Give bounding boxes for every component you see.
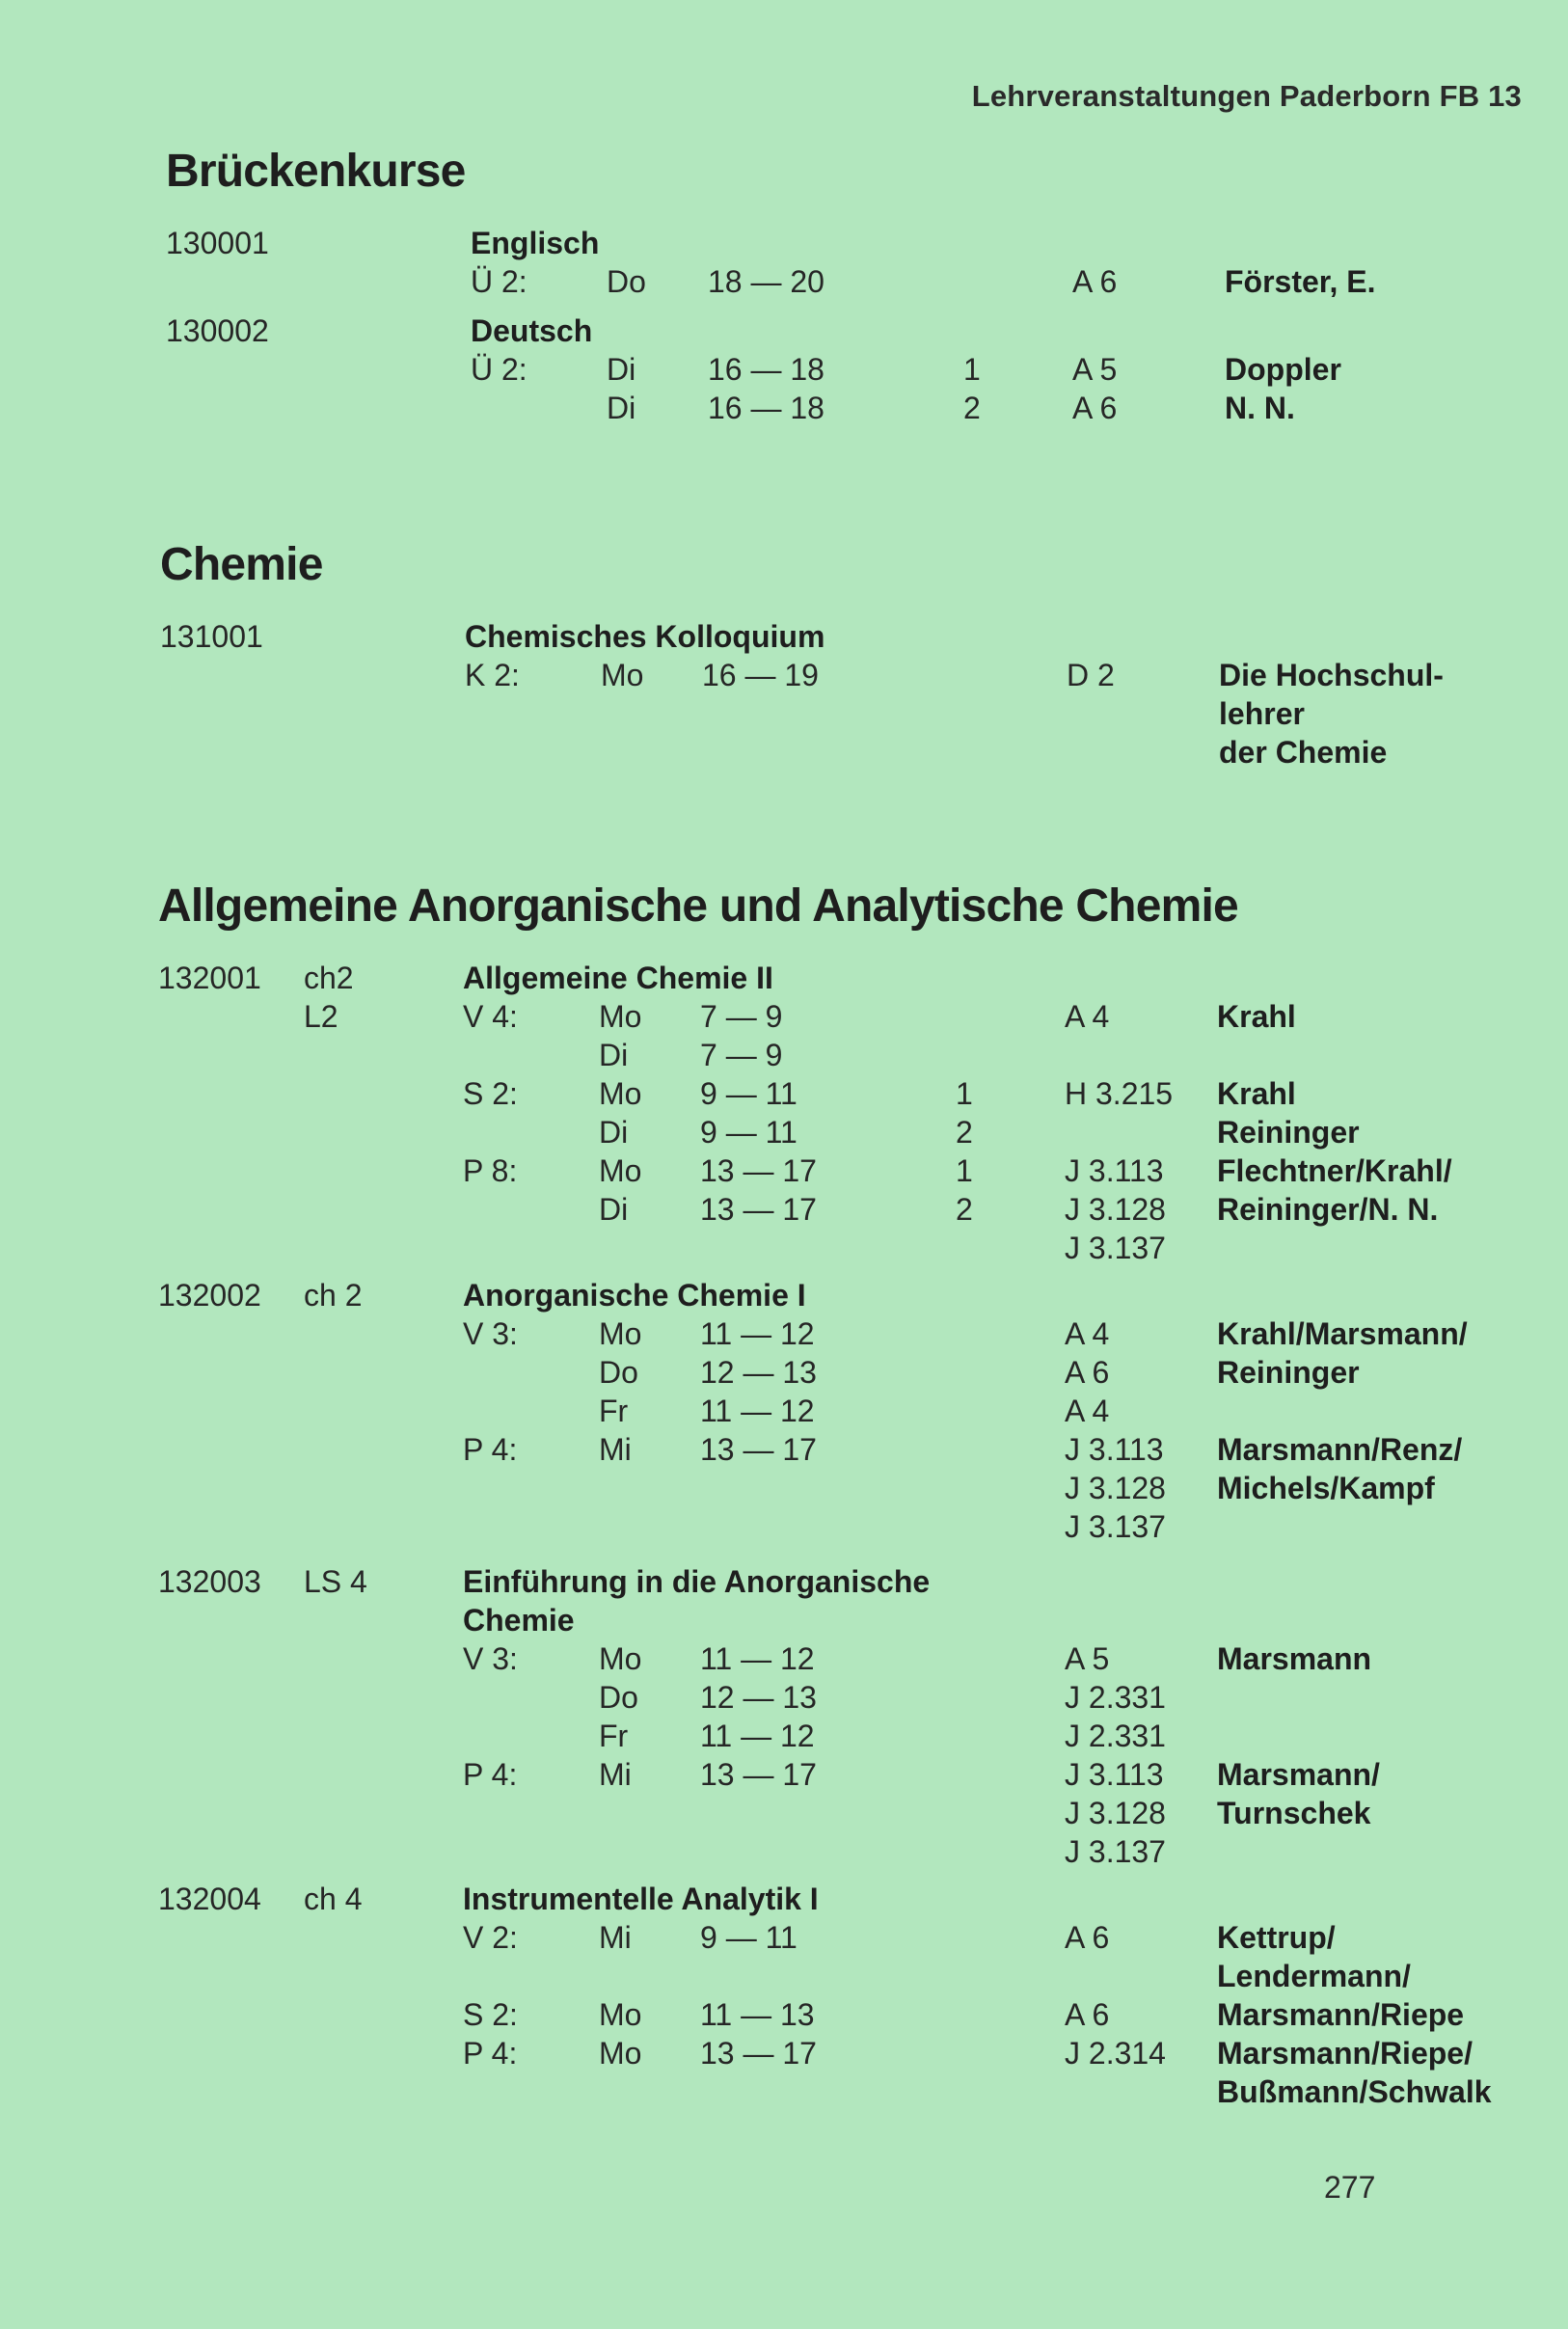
- lecturer: Michels/Kampf: [1217, 1471, 1435, 1505]
- lecturer: Krahl/Marsmann/: [1217, 1316, 1468, 1351]
- schedule-row: [158, 1507, 1568, 1546]
- session-day: Mo: [599, 1997, 642, 2032]
- session-time: 13 — 17: [700, 2036, 817, 2071]
- schedule-row: [158, 1678, 1568, 1717]
- course-code: ch2: [304, 961, 354, 995]
- course-number: 132002: [158, 1278, 261, 1313]
- lecturer: Turnschek: [1217, 1796, 1371, 1830]
- course-number: 132004: [158, 1882, 261, 1916]
- schedule-row: [160, 656, 1568, 694]
- schedule-row: [158, 2072, 1568, 2111]
- course-title-line: [166, 311, 1568, 350]
- lecturer: Reininger/N. N.: [1217, 1192, 1439, 1227]
- page-number: 277: [1324, 2170, 1376, 2205]
- session-time: 9 — 11: [700, 1076, 798, 1111]
- course-title-line: [160, 617, 1568, 656]
- lecturer: Reininger: [1217, 1115, 1360, 1150]
- schedule-row: [158, 1113, 1568, 1151]
- session-group: 2: [963, 391, 981, 425]
- schedule-row: [158, 1430, 1568, 1469]
- course-number: 130001: [166, 226, 269, 260]
- session-type: Ü 2:: [471, 352, 527, 387]
- schedule-row: [158, 1151, 1568, 1190]
- schedule-row: [158, 1995, 1568, 2034]
- session-room: A 4: [1065, 1316, 1110, 1351]
- session-time: 7 — 9: [700, 1038, 783, 1072]
- section-title: Chemie: [160, 539, 323, 590]
- session-group: 1: [956, 1076, 973, 1111]
- schedule-row: [158, 1392, 1568, 1430]
- session-type: V 4:: [463, 999, 518, 1034]
- course-code: ch 4: [304, 1882, 363, 1916]
- lecturer: Lendermann/: [1217, 1959, 1411, 1993]
- schedule-row: [160, 694, 1568, 733]
- session-type: P 4:: [463, 1757, 518, 1792]
- session-room: J 2.314: [1065, 2036, 1166, 2071]
- session-time: 13 — 17: [700, 1432, 817, 1467]
- session-day: Di: [599, 1038, 629, 1072]
- schedule-row: [158, 1229, 1568, 1267]
- course-title-line: [158, 1276, 1568, 1314]
- lecturer: Marsmann/Renz/: [1217, 1432, 1463, 1467]
- course-title: Chemie: [463, 1603, 575, 1638]
- session-day: Mo: [599, 1076, 642, 1111]
- course-title: Einführung in die Anorganische: [463, 1564, 931, 1599]
- lecturer: Die Hochschul-: [1219, 658, 1444, 692]
- session-group: 2: [956, 1192, 973, 1227]
- session-room: J 3.137: [1065, 1509, 1166, 1544]
- course-code: LS 4: [304, 1564, 367, 1599]
- session-time: 9 — 11: [700, 1920, 798, 1955]
- session-day: Di: [607, 352, 636, 387]
- course-title-line: [158, 1562, 1568, 1601]
- session-time: 11 — 12: [700, 1394, 815, 1428]
- session-room: J 3.128: [1065, 1471, 1166, 1505]
- schedule-row: [158, 1074, 1568, 1113]
- lecturer: Marsmann/: [1217, 1757, 1380, 1792]
- session-time: 12 — 13: [700, 1680, 817, 1715]
- session-room: A 4: [1065, 1394, 1110, 1428]
- schedule-row: [158, 1190, 1568, 1229]
- session-room: J 3.128: [1065, 1796, 1166, 1830]
- session-day: Mo: [601, 658, 644, 692]
- session-day: Do: [599, 1355, 638, 1390]
- schedule-row: [158, 1639, 1568, 1678]
- session-time: 7 — 9: [700, 999, 783, 1034]
- schedule-row: [166, 389, 1568, 427]
- session-type: P 8:: [463, 1153, 518, 1188]
- session-room: A 5: [1065, 1641, 1110, 1676]
- session-time: 9 — 11: [700, 1115, 798, 1150]
- session-day: Mi: [599, 1432, 632, 1467]
- lecturer: Flechtner/Krahl/: [1217, 1153, 1452, 1188]
- schedule-row: [158, 1832, 1568, 1871]
- session-time: 12 — 13: [700, 1355, 817, 1390]
- course-title-line: [158, 1601, 1568, 1639]
- schedule-row: [158, 1036, 1568, 1074]
- session-day: Do: [599, 1680, 638, 1715]
- course-title-line: [166, 224, 1568, 262]
- session-type: P 4:: [463, 1432, 518, 1467]
- session-day: Fr: [599, 1394, 629, 1428]
- session-time: 13 — 17: [700, 1192, 817, 1227]
- course-title: Anorganische Chemie I: [463, 1278, 806, 1313]
- session-day: Di: [607, 391, 636, 425]
- session-time: 11 — 12: [700, 1719, 815, 1753]
- session-room: J 3.128: [1065, 1192, 1166, 1227]
- session-time: 13 — 17: [700, 1153, 817, 1188]
- session-room: J 3.113: [1065, 1432, 1164, 1467]
- lecturer: lehrer: [1219, 696, 1305, 731]
- course-title: Chemisches Kolloquium: [465, 619, 825, 654]
- course-title: Allgemeine Chemie II: [463, 961, 773, 995]
- session-day: Fr: [599, 1719, 629, 1753]
- session-room: J 2.331: [1065, 1680, 1166, 1715]
- session-type: Ü 2:: [471, 264, 527, 299]
- session-time: 16 — 19: [702, 658, 819, 692]
- session-group: 1: [963, 352, 981, 387]
- schedule-row: [158, 2034, 1568, 2072]
- session-type: V 3:: [463, 1316, 518, 1351]
- session-group: 2: [956, 1115, 973, 1150]
- session-room: H 3.215: [1065, 1076, 1174, 1111]
- session-time: 11 — 12: [700, 1316, 815, 1351]
- session-time: 16 — 18: [708, 352, 825, 387]
- session-room: A 6: [1065, 1355, 1110, 1390]
- course-number: 132001: [158, 961, 261, 995]
- lecturer: der Chemie: [1219, 735, 1388, 770]
- schedule-row: [158, 1755, 1568, 1794]
- session-day: Mi: [599, 1920, 632, 1955]
- session-type: P 4:: [463, 2036, 518, 2071]
- schedule-row: [158, 1314, 1568, 1353]
- session-room: A 6: [1072, 391, 1118, 425]
- course-title-line: [158, 959, 1568, 997]
- session-room: A 4: [1065, 999, 1110, 1034]
- schedule-row: [160, 733, 1568, 772]
- course-number: 132003: [158, 1564, 261, 1599]
- course-title: Deutsch: [471, 313, 593, 348]
- session-room: D 2: [1067, 658, 1115, 692]
- session-type: K 2:: [465, 658, 520, 692]
- schedule-row: [158, 1353, 1568, 1392]
- lecturer: Krahl: [1217, 1076, 1296, 1111]
- section-title: Allgemeine Anorganische und Analytische Chemie: [158, 880, 1238, 932]
- lecturer: Marsmann: [1217, 1641, 1372, 1676]
- lecturer: Reininger: [1217, 1355, 1360, 1390]
- course-code-2: L2: [304, 999, 338, 1034]
- course-title: Englisch: [471, 226, 600, 260]
- schedule-row: [158, 997, 1568, 1036]
- course-title-line: [158, 1880, 1568, 1918]
- session-time: 11 — 12: [700, 1641, 815, 1676]
- lecturer: Marsmann/Riepe: [1217, 1997, 1465, 2032]
- session-time: 13 — 17: [700, 1757, 817, 1792]
- session-day: Mo: [599, 1316, 642, 1351]
- lecturer: N. N.: [1225, 391, 1295, 425]
- session-room: J 3.113: [1065, 1757, 1164, 1792]
- session-room: A 6: [1072, 264, 1118, 299]
- session-room: A 6: [1065, 1920, 1110, 1955]
- session-group: 1: [956, 1153, 973, 1188]
- course-number: 131001: [160, 619, 263, 654]
- lecturer: Bußmann/Schwalk: [1217, 2074, 1492, 2109]
- session-day: Di: [599, 1115, 629, 1150]
- session-day: Mo: [599, 1641, 642, 1676]
- course-code: ch 2: [304, 1278, 363, 1313]
- session-day: Mo: [599, 2036, 642, 2071]
- session-type: V 3:: [463, 1641, 518, 1676]
- schedule-row: [166, 350, 1568, 389]
- session-time: 16 — 18: [708, 391, 825, 425]
- session-room: A 6: [1065, 1997, 1110, 2032]
- session-room: J 2.331: [1065, 1719, 1166, 1753]
- lecturer: Förster, E.: [1225, 264, 1376, 299]
- schedule-row: [158, 1794, 1568, 1832]
- session-type: V 2:: [463, 1920, 518, 1955]
- course-title: Instrumentelle Analytik I: [463, 1882, 819, 1916]
- lecturer: Krahl: [1217, 999, 1296, 1034]
- session-room: J 3.137: [1065, 1231, 1166, 1265]
- schedule-row: [158, 1717, 1568, 1755]
- session-day: Di: [599, 1192, 629, 1227]
- session-day: Do: [607, 264, 646, 299]
- course-number: 130002: [166, 313, 269, 348]
- section-title: Brückenkurse: [166, 146, 466, 197]
- schedule-row: [158, 1918, 1568, 1957]
- schedule-row: [166, 262, 1568, 301]
- session-room: A 5: [1072, 352, 1118, 387]
- page-header: Lehrveranstaltungen Paderborn FB 13: [971, 79, 1522, 113]
- session-day: Mi: [599, 1757, 632, 1792]
- session-day: Mo: [599, 999, 642, 1034]
- schedule-row: [158, 1957, 1568, 1995]
- session-room: J 3.137: [1065, 1834, 1166, 1869]
- lecturer: Doppler: [1225, 352, 1341, 387]
- session-type: S 2:: [463, 1997, 518, 2032]
- schedule-row: [158, 1469, 1568, 1507]
- session-time: 11 — 13: [700, 1997, 815, 2032]
- session-room: J 3.113: [1065, 1153, 1164, 1188]
- session-type: S 2:: [463, 1076, 518, 1111]
- lecturer: Kettrup/: [1217, 1920, 1336, 1955]
- session-time: 18 — 20: [708, 264, 825, 299]
- lecturer: Marsmann/Riepe/: [1217, 2036, 1473, 2071]
- session-day: Mo: [599, 1153, 642, 1188]
